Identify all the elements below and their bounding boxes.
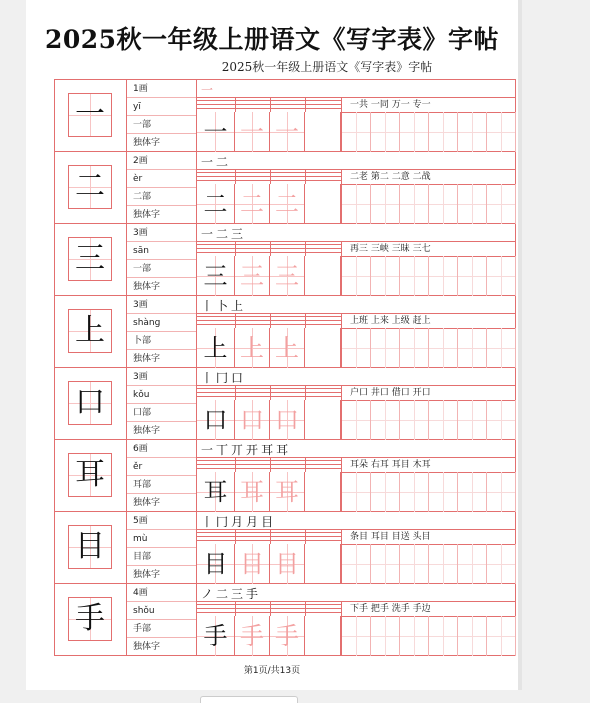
word-list: 二老 第二 二意 二战 (350, 172, 431, 182)
word-grid-cell (400, 616, 429, 656)
stroke-step: 一 (201, 443, 217, 457)
word-practice (341, 314, 515, 368)
word-grid-cell (429, 112, 458, 152)
practice-row (55, 440, 515, 512)
stroke-order-line (197, 296, 515, 314)
writing-cell (197, 256, 235, 296)
pinyin-lines (197, 458, 341, 472)
pinyin-line-divider (270, 458, 271, 472)
word-grid-cell (487, 472, 516, 512)
pinyin-line-divider (270, 386, 271, 400)
stroke-order (201, 297, 246, 314)
radical: 耳部 (127, 476, 196, 494)
stroke-step: 耳 (276, 443, 292, 457)
model-char-box (68, 165, 112, 209)
word-grid-cell (458, 400, 487, 440)
stroke-count: 2画 (127, 152, 196, 170)
trace-char: 上 (240, 334, 264, 362)
word-grid-cell (400, 112, 429, 152)
stroke-count: 6画 (127, 440, 196, 458)
practice-row (55, 224, 515, 296)
stroke-order-line (197, 368, 515, 386)
sample-char: 三 (203, 262, 228, 290)
stroke-step: 二 (216, 155, 232, 169)
word-practice (341, 602, 515, 656)
writing-cell (270, 400, 305, 440)
word-grid-cell (458, 112, 487, 152)
pinyin-line-divider (235, 98, 236, 112)
char-info (127, 152, 197, 224)
sample-char: 耳 (203, 478, 228, 506)
char-structure: 独体字 (133, 210, 161, 220)
word-list: 下手 把手 洗手 手边 (350, 604, 431, 614)
radical: 一部 (127, 116, 196, 134)
char-structure: 独体字 (133, 570, 161, 580)
stroke-step: 手 (246, 587, 262, 601)
trace-char: 三 (275, 262, 299, 290)
word-grid-cell (429, 184, 458, 224)
pinyin-lines (197, 602, 341, 616)
writing-cell (197, 400, 235, 440)
model-char-cell (55, 224, 127, 296)
sample-char: 目 (203, 550, 228, 578)
word-grid-cell (429, 616, 458, 656)
word-grid-cell (400, 400, 429, 440)
stroke-count: 5画 (127, 512, 196, 530)
word-list: 再三 三峡 三昧 三七 (350, 244, 431, 254)
trace-char: 口 (275, 406, 299, 434)
word-grid-cell (458, 472, 487, 512)
word-grid-cell (342, 184, 371, 224)
word-practice (341, 98, 515, 152)
pinyin-line-divider (270, 530, 271, 544)
sample-char: 一 (203, 118, 228, 146)
writing-cell (235, 184, 270, 224)
stroke-step: 耳 (261, 443, 277, 457)
word-grid-cell (342, 328, 371, 368)
radical: 目部 (127, 548, 196, 566)
writing-cell (235, 544, 270, 584)
stroke-order (201, 441, 291, 458)
practice-row (55, 368, 515, 440)
pinyin-line-divider (235, 458, 236, 472)
writing-cell (197, 544, 235, 584)
practice-row (55, 296, 515, 368)
stroke-step: 三 (231, 227, 247, 241)
trace-char: 二 (275, 190, 299, 218)
stroke-step: 一 (201, 227, 217, 241)
word-grid-cell (371, 328, 400, 368)
stroke-order-line (197, 584, 515, 602)
pinyin-line-divider (235, 314, 236, 328)
writing-cell (235, 256, 270, 296)
stroke-order (201, 153, 231, 170)
word-grid-cell (342, 544, 371, 584)
worksheet-grid (54, 79, 516, 656)
radical: 一部 (127, 260, 196, 278)
stroke-count: 4画 (127, 584, 196, 602)
writing-cell (305, 256, 341, 296)
pinyin-line-divider (270, 170, 271, 184)
practice-row (55, 152, 515, 224)
radical: 手部 (127, 620, 196, 638)
pinyin: ěr (127, 458, 196, 476)
stroke-step: 二 (216, 587, 232, 601)
pinyin-line-divider (235, 530, 236, 544)
writing-cell (305, 472, 341, 512)
stroke-count: 3画 (127, 224, 196, 242)
word-grid-cell (371, 616, 400, 656)
word-grid-cell (487, 328, 516, 368)
stroke-order-line (197, 80, 515, 98)
word-grid-cell (429, 544, 458, 584)
pinyin-line-divider (305, 170, 306, 184)
practice-row (55, 584, 515, 656)
stroke-order (201, 585, 261, 602)
trace-char: 三 (240, 262, 264, 290)
stroke-step: 丨 (201, 371, 217, 385)
writing-cell (305, 544, 341, 584)
writing-cell (235, 616, 270, 656)
char-info (127, 296, 197, 368)
page-title: 2025秋一年级上册语文《写字表》字帖 (44, 25, 500, 54)
document-page (26, 0, 518, 690)
model-char-cell (55, 368, 127, 440)
model-char-box (68, 309, 112, 353)
word-grid-cell (342, 256, 371, 296)
stroke-step: 目 (261, 515, 277, 529)
page-number: 第1页/共13页 (243, 666, 301, 676)
model-char: 口 (75, 385, 105, 420)
word-list: 条目 耳目 目送 头目 (350, 532, 431, 542)
writing-cell (197, 616, 235, 656)
writing-cell (305, 184, 341, 224)
word-practice (341, 386, 515, 440)
writing-cell (235, 400, 270, 440)
model-char: 二 (75, 169, 105, 204)
word-grid-cell (342, 400, 371, 440)
sample-char: 上 (203, 334, 228, 362)
word-practice (341, 458, 515, 512)
stroke-order (201, 369, 246, 386)
stroke-step: 一 (201, 83, 217, 97)
pinyin-line-divider (270, 602, 271, 616)
stroke-step: 丨 (201, 299, 217, 313)
trace-char: 耳 (240, 478, 264, 506)
model-char-cell (55, 80, 127, 152)
char-structure: 独体字 (133, 282, 161, 292)
model-char: 三 (75, 241, 105, 276)
char-info (127, 368, 197, 440)
writing-cell (235, 112, 270, 152)
word-list: 上班 上来 上级 赶上 (350, 316, 431, 326)
word-grid-cell (342, 616, 371, 656)
practice-row (55, 512, 515, 584)
word-grid-cell (342, 112, 371, 152)
writing-cell (305, 112, 341, 152)
stroke-order (201, 513, 276, 530)
pinyin: kǒu (127, 386, 196, 404)
trace-char: 二 (240, 190, 264, 218)
word-grid-cell (487, 400, 516, 440)
pinyin-lines (197, 314, 341, 328)
word-practice (341, 242, 515, 296)
model-char-box (68, 453, 112, 497)
page-edge (518, 0, 522, 690)
char-structure: 独体字 (133, 138, 161, 148)
model-char: 耳 (75, 457, 105, 492)
word-grid-cell (371, 256, 400, 296)
word-grid-cell (429, 472, 458, 512)
pinyin: sān (127, 242, 196, 260)
word-grid-cell (371, 112, 400, 152)
stroke-step: 开 (246, 443, 262, 457)
writing-cell (197, 472, 235, 512)
writing-cell (305, 328, 341, 368)
model-char-cell (55, 512, 127, 584)
word-grid-cell (400, 328, 429, 368)
trace-char: 口 (240, 406, 264, 434)
trace-char: 耳 (275, 478, 299, 506)
pinyin: shǒu (127, 602, 196, 620)
model-char-box (68, 93, 112, 137)
word-list: 一共 一同 万一 专一 (350, 100, 431, 110)
pinyin-line-divider (305, 386, 306, 400)
word-list: 户口 井口 借口 开口 (350, 388, 431, 398)
stroke-order-line (197, 152, 515, 170)
pinyin-line-divider (305, 458, 306, 472)
model-char: 手 (75, 601, 105, 636)
trace-char: 一 (275, 118, 299, 146)
model-char-cell (55, 296, 127, 368)
model-char: 一 (75, 97, 105, 132)
writing-cell (305, 616, 341, 656)
stroke-step: 丨 (201, 515, 217, 529)
char-structure: 独体字 (133, 426, 161, 436)
word-grid-cell (429, 400, 458, 440)
sample-char: 口 (203, 406, 228, 434)
word-list: 耳朵 右耳 耳目 木耳 (350, 460, 431, 470)
stroke-step: 丅 (216, 443, 232, 457)
word-grid-cell (458, 328, 487, 368)
pinyin-line-divider (305, 242, 306, 256)
writing-cell (197, 184, 235, 224)
writing-cell (270, 472, 305, 512)
stroke-step: 丌 (231, 443, 247, 457)
model-char: 目 (75, 529, 105, 564)
stroke-step: 卜 (216, 299, 232, 313)
trace-char: 目 (275, 550, 299, 578)
model-char-cell (55, 584, 127, 656)
word-practice (341, 530, 515, 584)
pinyin: èr (127, 170, 196, 188)
trace-char: 目 (240, 550, 264, 578)
writing-cell (270, 184, 305, 224)
word-grid-cell (487, 184, 516, 224)
stroke-step: 冂 (216, 371, 232, 385)
pinyin-line-divider (235, 386, 236, 400)
pinyin-line-divider (235, 170, 236, 184)
pinyin: shàng (127, 314, 196, 332)
char-structure: 独体字 (133, 642, 161, 652)
word-grid-cell (400, 184, 429, 224)
char-info (127, 584, 197, 656)
stroke-count: 1画 (127, 80, 196, 98)
stroke-order-line (197, 224, 515, 242)
trace-char: 一 (240, 118, 264, 146)
radical: 二部 (127, 188, 196, 206)
stroke-step: ノ (201, 587, 217, 601)
radical: 卜部 (127, 332, 196, 350)
model-char-cell (55, 152, 127, 224)
stroke-count: 3画 (127, 296, 196, 314)
writing-cell (305, 400, 341, 440)
pinyin-line-divider (270, 98, 271, 112)
char-info (127, 80, 197, 152)
writing-cell (270, 112, 305, 152)
stroke-count: 3画 (127, 368, 196, 386)
pinyin-line-divider (235, 242, 236, 256)
pinyin-lines (197, 386, 341, 400)
model-char-box (68, 237, 112, 281)
word-grid-cell (487, 616, 516, 656)
model-char-box (68, 381, 112, 425)
stroke-order-line (197, 440, 515, 458)
pinyin-lines (197, 98, 341, 112)
model-char-cell (55, 440, 127, 512)
trace-char: 手 (240, 622, 264, 650)
model-char-box (68, 525, 112, 569)
stroke-step: 口 (231, 371, 247, 385)
writing-cell (235, 328, 270, 368)
word-grid-cell (429, 256, 458, 296)
word-grid-cell (487, 544, 516, 584)
pinyin-line-divider (305, 314, 306, 328)
stroke-order (201, 225, 246, 242)
writing-cell (270, 256, 305, 296)
stroke-order (201, 81, 216, 98)
word-grid-cell (458, 256, 487, 296)
radical: 口部 (127, 404, 196, 422)
char-info (127, 224, 197, 296)
pinyin-lines (197, 242, 341, 256)
word-grid-cell (342, 472, 371, 512)
pinyin-line-divider (305, 98, 306, 112)
trace-char: 手 (275, 622, 299, 650)
word-grid-cell (458, 184, 487, 224)
word-grid-cell (400, 256, 429, 296)
stroke-order-line (197, 512, 515, 530)
page-subtitle-text: 2025秋一年级上册语文《写字表》字帖 (221, 60, 433, 74)
model-char: 上 (75, 313, 105, 348)
page-subtitle (26, 58, 518, 75)
word-grid-cell (487, 112, 516, 152)
writing-cell (270, 328, 305, 368)
pinyin-line-divider (235, 602, 236, 616)
word-grid-cell (429, 328, 458, 368)
word-grid-cell (458, 616, 487, 656)
stroke-step: 冂 (216, 515, 232, 529)
stroke-step: 月 (231, 515, 247, 529)
stroke-step: 二 (216, 227, 232, 241)
pinyin-line-divider (270, 314, 271, 328)
word-grid-cell (371, 472, 400, 512)
pinyin-line-divider (305, 602, 306, 616)
word-grid-cell (400, 544, 429, 584)
word-grid-cell (371, 544, 400, 584)
stroke-step: 一 (201, 155, 217, 169)
sample-char: 手 (203, 622, 228, 650)
writing-cell (270, 616, 305, 656)
char-info (127, 512, 197, 584)
word-practice (341, 170, 515, 224)
writing-cell (197, 112, 235, 152)
writing-cell (270, 544, 305, 584)
pinyin-line-divider (270, 242, 271, 256)
word-grid-cell (458, 544, 487, 584)
trace-char: 上 (275, 334, 299, 362)
word-grid-cell (400, 472, 429, 512)
char-info (127, 440, 197, 512)
stroke-step: 上 (231, 299, 247, 313)
pinyin-lines (197, 530, 341, 544)
stroke-step: 三 (231, 587, 247, 601)
word-grid-cell (371, 184, 400, 224)
pinyin: yī (127, 98, 196, 116)
char-structure: 独体字 (133, 354, 161, 364)
stroke-step: 月 (246, 515, 262, 529)
model-char-box (68, 597, 112, 641)
pinyin: mù (127, 530, 196, 548)
char-structure: 独体字 (133, 498, 161, 508)
writing-cell (197, 328, 235, 368)
sample-char: 二 (203, 190, 228, 218)
pinyin-lines (197, 170, 341, 184)
word-grid-cell (487, 256, 516, 296)
practice-row (55, 80, 515, 152)
word-grid-cell (371, 400, 400, 440)
pinyin-line-divider (305, 530, 306, 544)
writing-cell (235, 472, 270, 512)
